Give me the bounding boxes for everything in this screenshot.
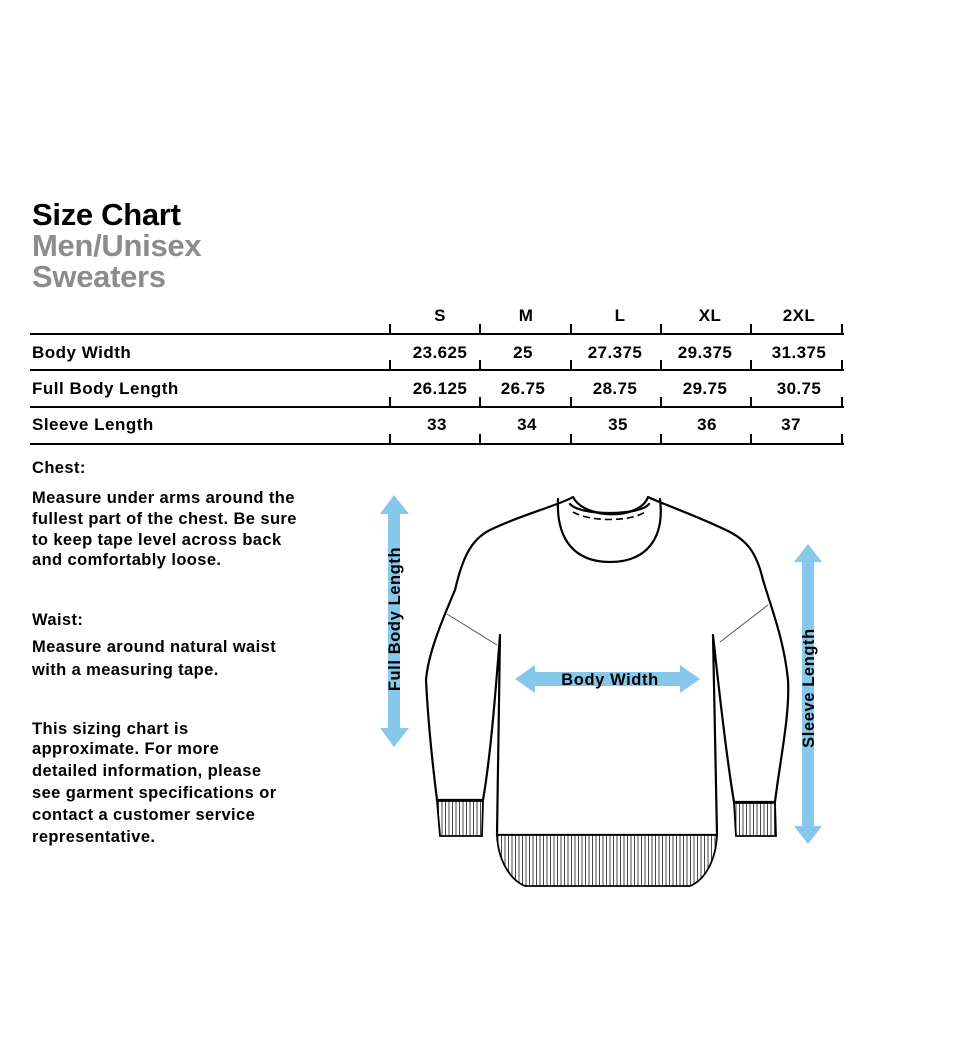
table-row [30,370,844,406]
table-tick [750,324,752,333]
table-tick [841,434,843,443]
table-tick [479,434,481,443]
sleeve-length-label: Sleeve Length [800,628,818,748]
size-header-m: M [518,306,534,325]
table-tick [479,397,481,406]
size-table-header [30,300,844,334]
table-cell: 31.375 [771,343,827,362]
chest-text-line: Measure under arms around the [32,489,295,507]
size-table [30,300,844,450]
table-cell: 35 [608,415,628,434]
waist-heading: Waist: [32,611,84,629]
table-cell: 29.375 [677,343,733,362]
note-text-line: representative. [32,828,156,846]
left-cuff [437,801,483,836]
table-tick [660,360,662,369]
chest-text-line: to keep tape level across back [32,531,282,549]
size-header-xl: XL [698,306,722,325]
waist-text-line: Measure around natural waist [32,638,277,656]
table-cell: 29.75 [682,379,728,398]
table-tick [479,360,481,369]
full-body-length-label: Full Body Length [386,546,404,692]
waist-text-line: with a measuring tape. [32,661,219,679]
table-cell: 23.625 [412,343,468,362]
table-cell: 27.375 [587,343,643,362]
body-width-label: Body Width [561,671,659,689]
table-cell: 30.75 [776,379,822,398]
table-tick [389,434,391,443]
full-body-length-arrow [380,495,409,747]
table-divider [30,443,844,445]
page-subtitle-product: Sweaters [32,259,166,294]
table-tick [750,360,752,369]
table-tick [750,434,752,443]
table-cell: 36 [697,415,717,434]
note-text-line: contact a customer service [32,806,256,824]
bottom-hem [497,835,717,886]
table-cell: 34 [517,415,537,434]
page-title: Size Chart [32,197,181,232]
right-cuff [734,803,776,836]
table-tick [389,324,391,333]
table-cell: 28.75 [592,379,638,398]
table-cell: 25 [513,343,533,362]
table-row [30,407,844,443]
row-label-body-width: Body Width [32,343,132,362]
table-tick [479,324,481,333]
table-tick [570,324,572,333]
table-tick [570,360,572,369]
row-label-full-body-length: Full Body Length [32,379,179,398]
size-header-l: L [614,306,626,325]
table-tick [389,360,391,369]
sleeve-length-arrow [794,544,822,844]
chest-heading: Chest: [32,459,86,477]
sweater-outline [426,497,788,835]
size-header-s: S [434,306,446,325]
table-tick [570,434,572,443]
table-tick [841,324,843,333]
table-cell: 33 [427,415,447,434]
table-cell: 37 [781,415,801,434]
table-cell: 26.75 [500,379,546,398]
chest-text-line: fullest part of the chest. Be sure [32,510,297,528]
table-tick [660,397,662,406]
table-tick [750,397,752,406]
chest-text-line: and comfortably loose. [32,551,222,569]
sweater-diagram [370,480,840,900]
note-text-line: This sizing chart is [32,720,189,738]
table-tick [389,397,391,406]
table-row [30,334,844,370]
note-text-line: detailed information, please [32,762,262,780]
row-label-sleeve-length: Sleeve Length [32,415,154,434]
table-tick [570,397,572,406]
table-tick [660,434,662,443]
page-subtitle-category: Men/Unisex [32,228,202,263]
note-text-line: approximate. For more [32,740,220,758]
size-header-2xl: 2XL [782,306,816,325]
table-tick [841,397,843,406]
note-text-line: see garment specifications or [32,784,277,802]
table-tick [660,324,662,333]
table-tick [841,360,843,369]
table-cell: 26.125 [412,379,468,398]
